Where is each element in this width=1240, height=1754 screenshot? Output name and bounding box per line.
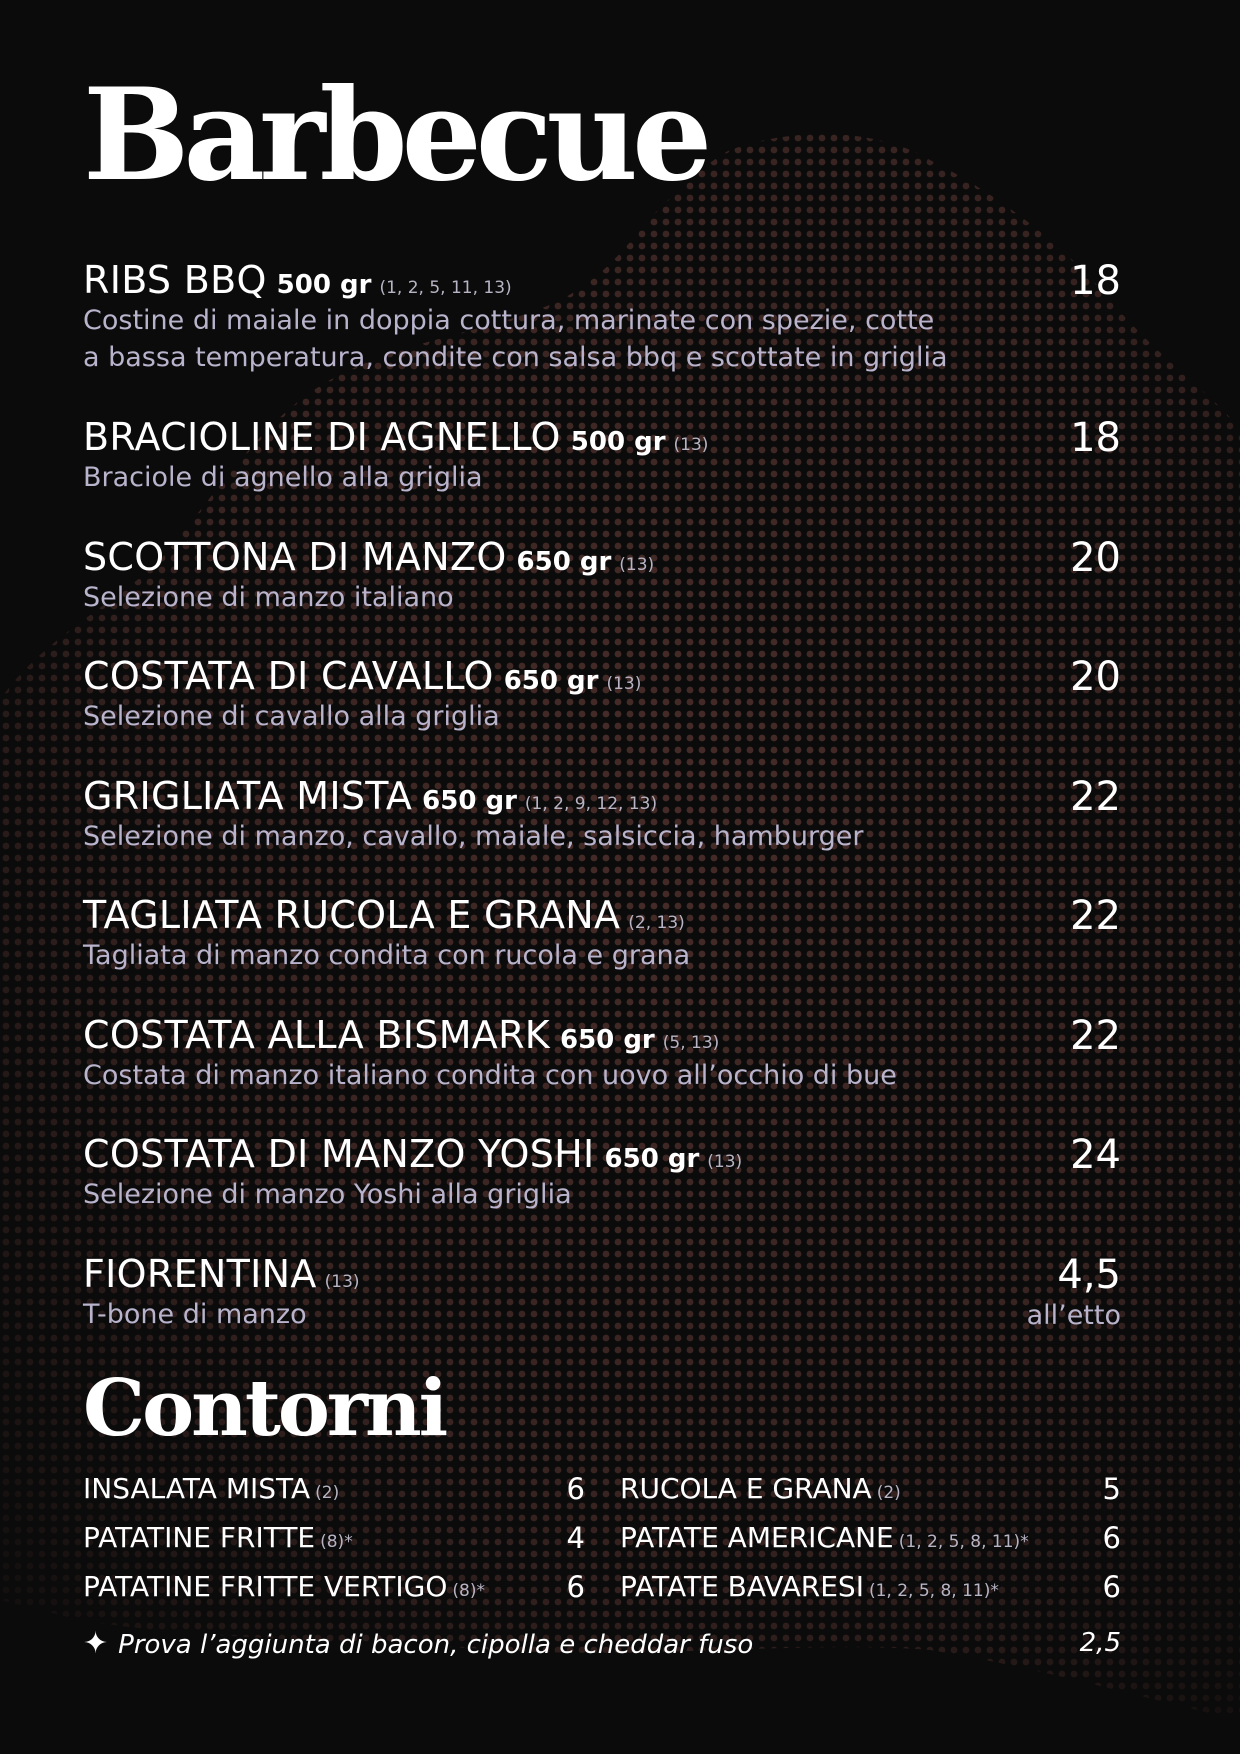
item-price-unit: all’etto	[1026, 1300, 1121, 1331]
item-allergens: (1, 2, 9, 12, 13)	[524, 794, 658, 814]
sparkle-icon: ✦	[83, 1626, 109, 1661]
item-weight: 650 gr	[422, 786, 517, 816]
item-allergens: (13)	[324, 1272, 360, 1292]
side-item	[620, 1570, 1121, 1619]
item-name: COSTATA DI CAVALLO	[83, 654, 494, 698]
item-weight: 650 gr	[503, 666, 599, 696]
item-description	[83, 1057, 1121, 1094]
side-item	[620, 1472, 1121, 1521]
item-name: TAGLIATA RUCOLA E GRANA	[83, 893, 621, 937]
menu-item-fiorentina	[83, 1252, 1121, 1333]
menu-item-ribs-bbq	[83, 258, 1121, 376]
item-price: 4,5	[1057, 1252, 1121, 1298]
side-item	[83, 1472, 585, 1521]
item-allergens: (13)	[619, 555, 655, 575]
side-name: PATATE BAVARESI	[620, 1570, 864, 1603]
side-price: 5	[1102, 1472, 1121, 1506]
item-description-line: Costata di manzo italiano condita con uovo all’occhio di bue	[83, 1060, 897, 1091]
item-price: 22	[1070, 774, 1121, 820]
side-allergens: (8)*	[452, 1581, 485, 1601]
side-allergens: (2)	[315, 1483, 340, 1503]
item-weight: 650 gr	[604, 1144, 700, 1174]
side-allergens: (2)	[876, 1483, 901, 1503]
item-price: 18	[1070, 258, 1121, 304]
item-description	[83, 818, 1121, 855]
item-allergens: (5, 13)	[662, 1033, 720, 1053]
item-name: COSTATA DI MANZO YOSHI	[83, 1132, 595, 1176]
side-price: 6	[566, 1570, 585, 1604]
item-price: 24	[1070, 1132, 1121, 1178]
menu-item-costata-alla-bismark	[83, 1013, 1121, 1094]
item-description-line: Selezione di manzo, cavallo, maiale, salsiccia, hamburger	[83, 821, 864, 852]
item-price: 22	[1070, 1013, 1121, 1059]
side-price: 4	[566, 1521, 585, 1555]
contorni-left-column	[83, 1472, 585, 1619]
side-item	[83, 1570, 585, 1619]
contorni-title: Contorni	[83, 1363, 446, 1454]
item-allergens: (2, 13)	[628, 913, 685, 933]
item-allergens: (13)	[673, 435, 709, 455]
addon-text: Prova l’aggiunta di bacon, cipolla e cheddar fuso	[118, 1630, 754, 1660]
item-description-line: Selezione di manzo italiano	[83, 582, 454, 613]
menu-page	[83, 0, 1121, 1754]
side-allergens: (1, 2, 5, 8, 11)*	[868, 1581, 999, 1601]
item-description-line: Selezione di cavallo alla griglia	[83, 701, 500, 732]
item-name: SCOTTONA DI MANZO	[83, 535, 507, 579]
item-description	[83, 698, 1121, 735]
item-description	[83, 459, 1121, 496]
side-item	[620, 1521, 1121, 1570]
item-description	[83, 937, 1121, 974]
item-description	[83, 579, 1121, 616]
item-name: COSTATA ALLA BISMARK	[83, 1013, 550, 1057]
item-description-line: Selezione di manzo Yoshi alla griglia	[83, 1179, 572, 1210]
item-description	[83, 302, 1121, 376]
item-description	[83, 1296, 1121, 1333]
menu-item-scottona-di-manzo	[83, 535, 1121, 616]
item-price: 20	[1070, 654, 1121, 700]
item-description-line: a bassa temperatura, condite con salsa bbq e scottate in griglia	[83, 342, 948, 373]
item-name: FIORENTINA	[83, 1252, 317, 1296]
addon-note	[83, 1626, 1121, 1666]
item-description-line: Braciole di agnello alla griglia	[83, 462, 483, 493]
menu-item-costata-di-cavallo	[83, 654, 1121, 735]
side-name: PATATINE FRITTE VERTIGO	[83, 1570, 448, 1603]
item-description-line: Tagliata di manzo condita con rucola e grana	[83, 940, 691, 971]
barbecue-title: Barbecue	[83, 61, 707, 209]
contorni-right-column	[620, 1472, 1121, 1619]
item-name: GRIGLIATA MISTA	[83, 774, 413, 818]
item-name: RIBS BBQ	[83, 258, 267, 302]
item-weight: 500 gr	[570, 427, 666, 457]
item-name: BRACIOLINE DI AGNELLO	[83, 415, 561, 459]
side-allergens: (1, 2, 5, 8, 11)*	[898, 1532, 1029, 1552]
menu-item-costata-di-manzo-yoshi	[83, 1132, 1121, 1213]
menu-item-bracioline-di-agnello	[83, 415, 1121, 496]
item-allergens: (13)	[606, 674, 642, 694]
item-description	[83, 1176, 1121, 1213]
menu-item-grigliata-mista	[83, 774, 1121, 855]
item-weight: 650 gr	[560, 1025, 655, 1055]
menu-item-tagliata-rucola-e-grana	[83, 893, 1121, 974]
side-name: RUCOLA E GRANA	[620, 1472, 872, 1505]
side-name: PATATE AMERICANE	[620, 1521, 894, 1554]
item-description-line: T-bone di manzo	[83, 1299, 307, 1330]
side-allergens: (8)*	[320, 1532, 353, 1552]
side-price: 6	[566, 1472, 585, 1506]
side-price: 6	[1102, 1521, 1121, 1555]
side-name: PATATINE FRITTE	[83, 1521, 316, 1554]
item-weight: 500 gr	[276, 270, 372, 300]
side-name: INSALATA MISTA	[83, 1472, 311, 1505]
item-description-line: Costine di maiale in doppia cottura, marinate con spezie, cotte	[83, 305, 935, 336]
item-price: 18	[1070, 415, 1121, 461]
side-item	[83, 1521, 585, 1570]
side-price: 6	[1102, 1570, 1121, 1604]
item-weight: 650 gr	[516, 547, 612, 577]
item-price: 22	[1070, 893, 1121, 939]
item-allergens: (13)	[707, 1152, 743, 1172]
item-price: 20	[1070, 535, 1121, 581]
item-allergens: (1, 2, 5, 11, 13)	[379, 278, 512, 298]
addon-price: 2,5	[1079, 1628, 1121, 1658]
